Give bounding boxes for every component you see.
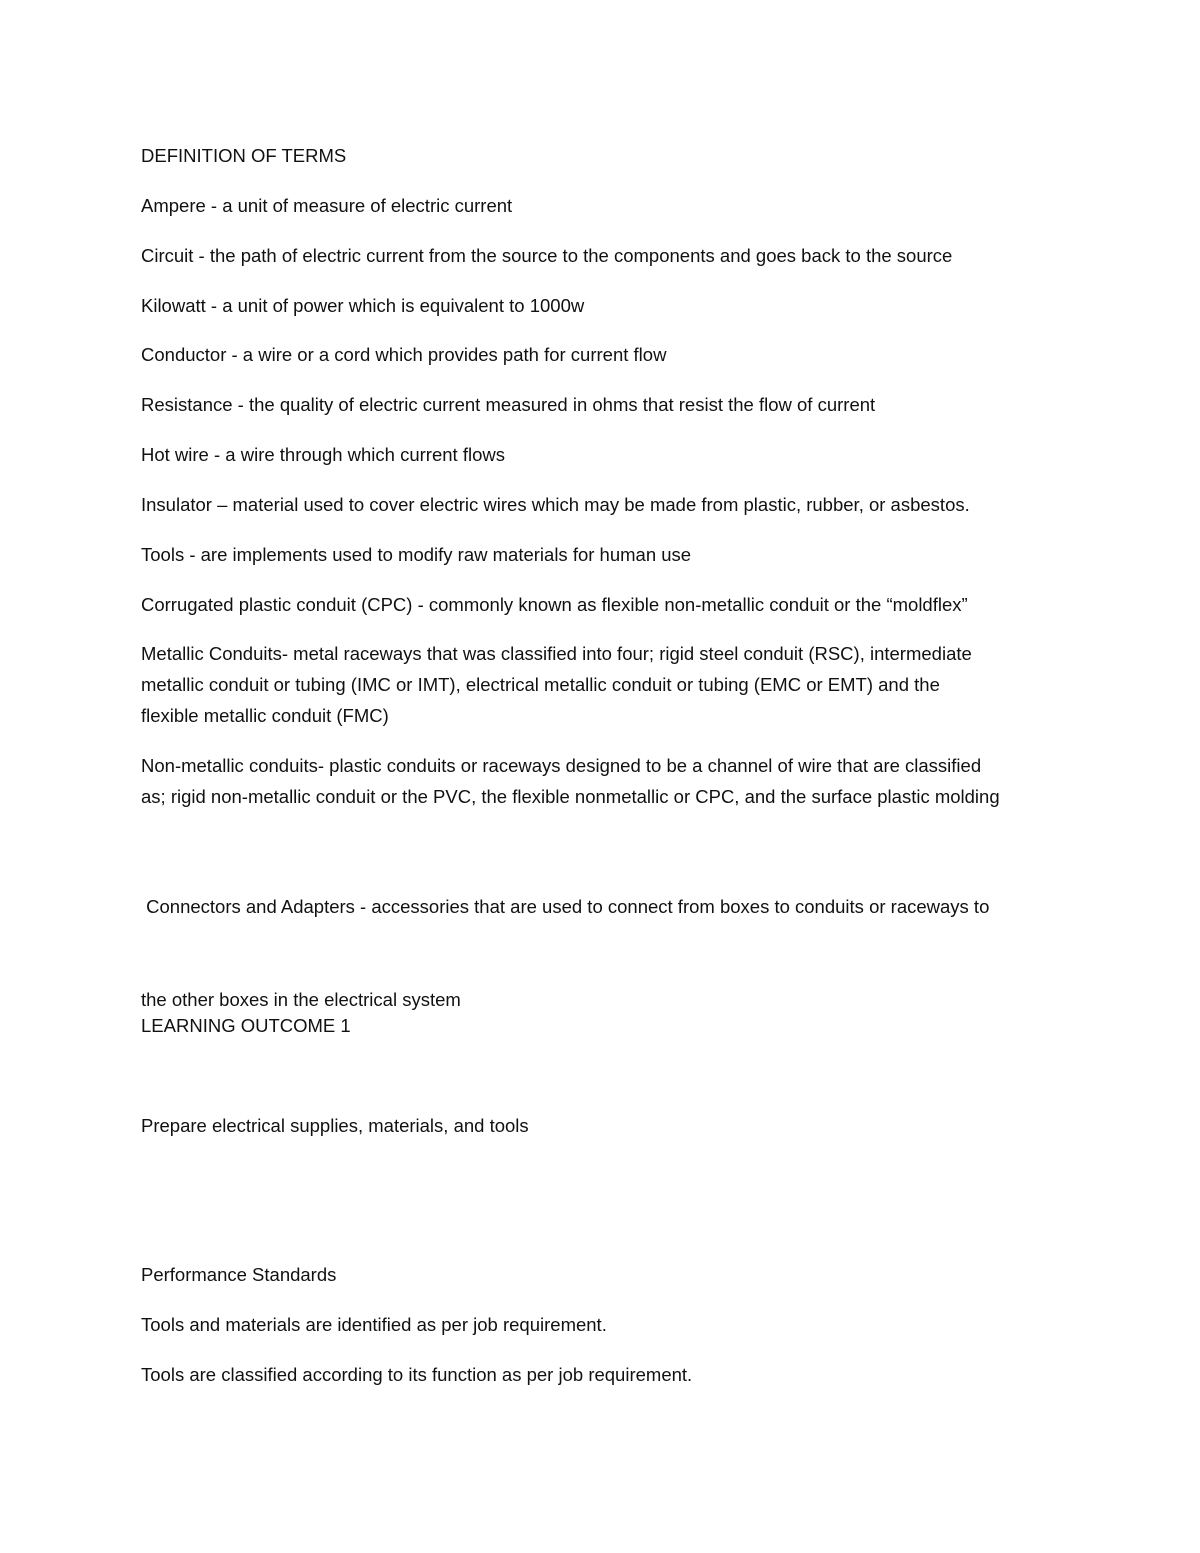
definition-metallic-conduits (141, 638, 1071, 731)
definition-ampere: Ampere - a unit of measure of electric current (141, 195, 513, 216)
definition-tools: Tools - are implements used to modify raw materials for human use (141, 544, 692, 565)
learning-outcome-heading: LEARNING OUTCOME 1 (141, 1015, 351, 1036)
outcome-title: Prepare electrical supplies, materials, and tools (141, 1115, 529, 1136)
non-metallic-conduits-line-1: Non-metallic conduits- plastic conduits or raceways designed to be a channel of wire that are classified (141, 755, 982, 776)
definition-circuit: Circuit - the path of electric current from the source to the components and goes back to the source (141, 245, 953, 266)
standard-item: Tools and materials are identified as per job requirement. (141, 1314, 607, 1335)
metallic-conduits-line-1: Metallic Conduits- metal raceways that was classified into four; rigid steel conduit (RSC), intermediate (141, 643, 972, 664)
connectors-line-1: Connectors and Adapters - accessories that are used to connect from boxes to conduits or raceways to (141, 896, 990, 917)
non-metallic-conduits-line-2: as; rigid non-metallic conduit or the PVC, the flexible nonmetallic or CPC, and the surface plastic molding (141, 786, 1000, 807)
metallic-conduits-line-2: metallic conduit or tubing (IMC or IMT), electrical metallic conduit or tubing (EMC or EMT) and the (141, 674, 940, 695)
definition-resistance: Resistance - the quality of electric current measured in ohms that resist the flow of current (141, 394, 876, 415)
standard-item: Tools are classified according to its function as per job requirement. (141, 1364, 693, 1385)
definition-non-metallic-conduits (141, 750, 1071, 812)
definition-cpc: Corrugated plastic conduit (CPC) - commonly known as flexible non-metallic conduit or the “moldflex” (141, 594, 968, 615)
metallic-conduits-line-3: flexible metallic conduit (FMC) (141, 705, 389, 726)
definition-hot-wire: Hot wire - a wire through which current flows (141, 444, 505, 465)
definition-kilowatt: Kilowatt - a unit of power which is equivalent to 1000w (141, 295, 585, 316)
definitions-heading: DEFINITION OF TERMS (141, 145, 347, 166)
definition-insulator: Insulator – material used to cover electric wires which may be made from plastic, rubber, or asbestos. (141, 494, 970, 515)
performance-standards-heading: Performance Standards (141, 1264, 337, 1285)
definition-conductor: Conductor - a wire or a cord which provides path for current flow (141, 344, 667, 365)
connectors-line-2: the other boxes in the electrical system (141, 989, 461, 1010)
